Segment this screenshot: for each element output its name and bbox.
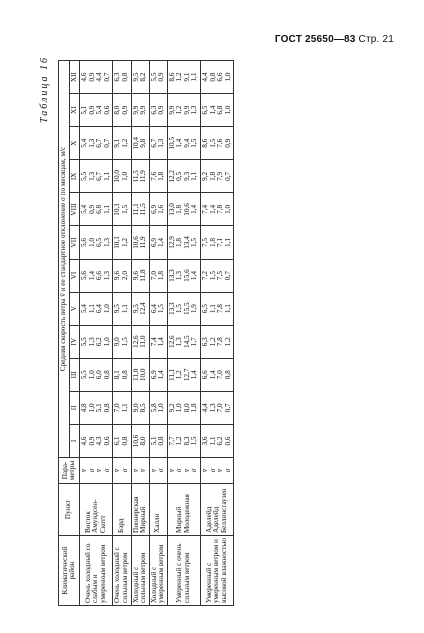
month-value: 5,4 0,9 6,8 1,1 (80, 193, 113, 226)
month-value: 7,2 1,5 7,5 0,7 (201, 259, 234, 292)
month-value: 5,8 1,0 (149, 391, 167, 424)
month-value: 9,9 1,2 9,9 1,3 (167, 94, 200, 127)
month-value: 3,6 1,1 6,2 0,6 (201, 424, 234, 457)
wind-speed-table (58, 60, 234, 606)
col-header-region: Климатический район (59, 536, 80, 606)
station-name: Бэрд (113, 484, 131, 536)
month-value: 9,2 1,0 8,0 1,8 (167, 391, 200, 424)
month-value: 12,2 0,5 9,3 1,1 (167, 160, 200, 193)
table-body (80, 61, 234, 606)
month-value: 9,0 1,5 (113, 325, 131, 358)
parameter-symbols: v̄ σ v̄ σ (80, 458, 113, 484)
month-value: 8,6 1,2 9,1 1,1 (167, 61, 200, 94)
month-value: 10,5 1,4 9,4 1,5 (167, 127, 200, 160)
station-name: Пионерская Мирный (131, 484, 149, 536)
month-header: II (69, 391, 80, 424)
month-value: 6,3 1,2 7,8 1,2 (201, 325, 234, 358)
climate-region: Холодный с сильным ветром (131, 536, 149, 606)
month-value: 9,2 1,8 7,9 0,7 (201, 160, 234, 193)
month-value: 5,6 1,4 6,6 1,3 (80, 259, 113, 292)
month-value: 13,0 1,8 10,6 1,4 (167, 193, 200, 226)
month-value: 4,4 0,8 6,6 1,0 (201, 61, 234, 94)
station-name: Восток Амундсен-Скотт (80, 484, 113, 536)
climate-region: Умеренный с очень сильным ветром (167, 536, 200, 606)
month-value: 10,1 1,2 (113, 226, 131, 259)
month-value: 11,5 11,9 (131, 160, 149, 193)
parameter-symbols: v̄ σ v̄ σ (167, 458, 200, 484)
station-name: Мирный Молодежная (167, 484, 200, 536)
month-value: 10,6 8,0 (131, 424, 149, 457)
month-value: 8,1 0,8 (113, 358, 131, 391)
month-header: XII (69, 61, 80, 94)
month-value: 6,9 1,4 (149, 226, 167, 259)
page-number: Стр. 21 (358, 34, 394, 45)
month-value: 6,6 1,4 7,0 0,8 (201, 358, 234, 391)
month-header: V (69, 292, 80, 325)
month-value: 6,7 1,3 (149, 127, 167, 160)
month-value: 6,1 0,8 (113, 424, 131, 457)
col-header-point: Пункт (59, 484, 80, 536)
month-value: 9,6 2,0 (113, 259, 131, 292)
month-value: 12,9 1,8 13,4 1,5 (167, 226, 200, 259)
month-value: 5,5 0,9 (149, 61, 167, 94)
month-value: 8,6 1,5 7,6 0,9 (201, 127, 234, 160)
month-value: 5,6 1,0 6,5 1,3 (80, 226, 113, 259)
parameter-symbols: v̄ σ (113, 458, 131, 484)
month-value: 9,0 8,5 (131, 391, 149, 424)
month-value: 11,0 10,0 (131, 358, 149, 391)
month-value: 6,9 1,4 (149, 358, 167, 391)
month-value: 5,4 1,3 6,7 0,7 (80, 127, 113, 160)
month-value: 6,3 0,9 (149, 94, 167, 127)
month-value: 5,5 1,3 6,7 1,1 (80, 160, 113, 193)
month-value: 9,5 1,1 (113, 292, 131, 325)
month-value: 12,6 11,0 (131, 325, 149, 358)
month-value: 6,4 1,5 (149, 292, 167, 325)
month-value: 10,0 1,0 (113, 160, 131, 193)
month-value: 5,4 1,1 6,4 1,0 (80, 292, 113, 325)
month-header: X (69, 127, 80, 160)
climate-region: Очень холодный с сильным ветром (113, 536, 131, 606)
month-value: 7,0 1,1 (113, 391, 131, 424)
page-header (275, 34, 394, 45)
month-value: 13,3 1,3 15,6 1,4 (167, 259, 200, 292)
rotated-table-area (34, 50, 390, 610)
month-value: 5,5 1,3 6,2 1,0 (80, 325, 113, 358)
month-header: XI (69, 94, 80, 127)
standard-number: ГОСТ 25650—83 (274, 34, 356, 45)
month-value: 6,5 1,4 6,8 1,0 (201, 94, 234, 127)
parameter-symbols: v̄ v̄ (131, 458, 149, 484)
climate-region: Очень холодный со слабым и умеренным ветром (80, 536, 113, 606)
month-value: 4,6 0,9 4,4 0,7 (80, 61, 113, 94)
month-value: 7,0 1,8 (149, 259, 167, 292)
month-value: 5,1 0,8 (149, 424, 167, 457)
table-row (131, 61, 149, 606)
month-value: 13,3 1,5 15,5 1,9 (167, 292, 200, 325)
month-value: 6,9 1,6 (149, 193, 167, 226)
month-value: 4,8 1,0 5,1 0,8 (80, 391, 113, 424)
table-header-row (59, 61, 70, 606)
month-value: 10,1 1,5 (113, 193, 131, 226)
month-value: 7,5 1,8 7,1 1,1 (201, 226, 234, 259)
month-header: VIII (69, 193, 80, 226)
month-header: VI (69, 259, 80, 292)
climate-region: Холодный с умеренным ветром (149, 536, 167, 606)
month-value: 7,4 1,4 7,8 1,0 (201, 193, 234, 226)
month-value: 9,1 1,2 (113, 127, 131, 160)
month-value: 11,1 11,5 (131, 193, 149, 226)
table-row (80, 61, 113, 606)
month-value: 5,5 1,0 6,0 0,8 (80, 358, 113, 391)
month-header: III (69, 358, 80, 391)
month-value: 4,4 1,3 7,0 0,7 (201, 391, 234, 424)
col-header-span: Средняя скорость ветра v̄ и ее стандартное отклонение σ по месяцам, м/с (59, 61, 70, 458)
month-value: 5,1 0,9 5,4 0,6 (80, 94, 113, 127)
table-row (149, 61, 167, 606)
table-row (201, 61, 234, 606)
table-row (113, 61, 131, 606)
month-value: 7,6 1,8 (149, 160, 167, 193)
month-value: 12,6 1,3 14,5 1,7 (167, 325, 200, 358)
parameter-symbols: v̄ σ (149, 458, 167, 484)
col-header-param: Пара-метры (59, 458, 80, 484)
month-header: IX (69, 160, 80, 193)
month-value: 9,6 11,8 (131, 259, 149, 292)
table-row (167, 61, 200, 606)
parameter-symbols: v̄ σ v̄ σ (201, 458, 234, 484)
month-value: 10,4 9,8 (131, 127, 149, 160)
month-value: 7,4 1,4 (149, 325, 167, 358)
month-value: 10,6 11,9 (131, 226, 149, 259)
month-value: 9,9 9,9 (131, 94, 149, 127)
month-value: 6,5 1,1 7,8 1,1 (201, 292, 234, 325)
month-header: I (69, 424, 80, 457)
month-value: 7,7 1,2 8,3 1,5 (167, 424, 200, 457)
station-name: Халли (149, 484, 167, 536)
month-header: IV (69, 325, 80, 358)
month-value: 8,0 0,9 (113, 94, 131, 127)
month-header: VII (69, 226, 80, 259)
climate-region: Умеренный с умеренным ветром и высокой влажностью (201, 536, 234, 606)
station-name: Аделейд Аделейд Беллинсгаузен (201, 484, 234, 536)
month-value: 4,6 0,9 4,3 0,6 (80, 424, 113, 457)
month-value: 9,5 12,4 (131, 292, 149, 325)
month-value: 9,5 8,2 (131, 61, 149, 94)
month-value: 11,1 1,2 12,7 1,4 (167, 358, 200, 391)
table-title: Таблица 16 (39, 56, 50, 123)
month-value: 6,3 0,8 (113, 61, 131, 94)
